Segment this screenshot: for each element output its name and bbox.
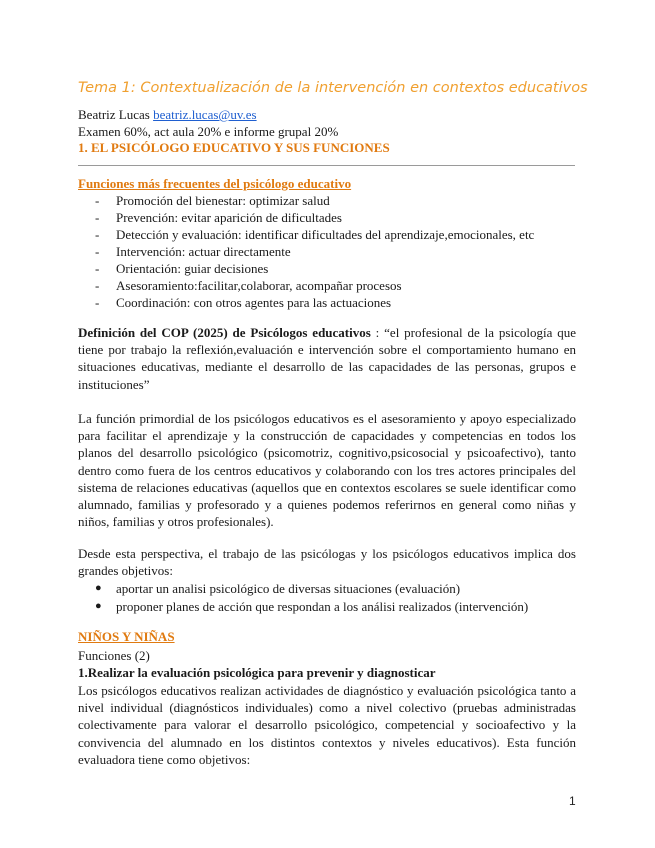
list-item: - Intervención: actuar directamente bbox=[95, 244, 291, 259]
exam-info: Examen 60%, act aula 20% e informe grupal 20% bbox=[78, 124, 339, 139]
objectives-list bbox=[78, 580, 528, 615]
document-title: Tema 1: Contextualización de la intervención en contextos educativos bbox=[78, 80, 588, 96]
horizontal-divider bbox=[78, 165, 575, 166]
bullet-icon: ● bbox=[95, 582, 102, 594]
list-item: - Asesoramiento:facilitar,colaborar, acompañar procesos bbox=[95, 278, 402, 293]
dash-marker: - bbox=[95, 295, 100, 310]
definition-text: : “el profesional de la psicología que tiene por trabajo la reflexión,evaluación e intervención sobre el comportamiento humano en situaciones educativas, mediante el desarrollo de las capacidades de las personas, grupos e instituciones” bbox=[78, 325, 576, 392]
author-name: Beatriz Lucas bbox=[78, 107, 150, 122]
author-line bbox=[78, 107, 257, 123]
section-heading-psicologo: 1. EL PSICÓLOGO EDUCATIVO Y SUS FUNCIONES bbox=[78, 140, 390, 155]
section-heading-ninos: NIÑOS Y NIÑAS bbox=[78, 629, 175, 644]
dash-marker: - bbox=[95, 193, 100, 208]
subheading-funciones: Funciones más frecuentes del psicólogo educativo bbox=[78, 176, 352, 191]
list-item: - Coordinación: con otros agentes para las actuaciones bbox=[95, 295, 392, 310]
evaluation-paragraph: Los psicólogos educativos realizan actividades de diagnóstico y evaluación psicológica tanto a nivel individual (diagnósticos individuales) como a nivel colectivo (pruebas administradas colectivamente para valorar el desarrollo psicológico, competencial y socioafectivo y la convivencia del alumnado en los distintos contextos y niveles educativos). Esta función evaluadora tiene como objetivos: bbox=[78, 683, 576, 767]
function-paragraph: La función primordial de los psicólogos educativos es el asesoramiento y apoyo especializado para facilitar el aprendizaje y la construcción de capacidades y competencias en todos los planos del desarrollo psicológico (psicomotriz, cognitivo,psicosocial y psicoafectivo), tanto dentro como fuera de los centros educativos y colaborando con los tres actores principales del sistema de relaciones educativas (aquellos que en contextos escolares se suele identificar como alumnado, familias y profesorado y a quienes podemos referirnos en general como niñas y niños, familias y otros profesionales). bbox=[78, 411, 576, 530]
list-item: - Promoción del bienestar: optimizar salud bbox=[95, 193, 330, 208]
funciones-list bbox=[78, 192, 534, 311]
list-item: - Detección y evaluación: identificar dificultades del aprendizaje,emocionales, etc bbox=[95, 227, 535, 242]
perspective-paragraph: Desde esta perspectiva, el trabajo de las psicólogas y los psicólogos educativos implica dos grandes objetivos: bbox=[78, 546, 576, 579]
dash-marker: - bbox=[95, 261, 100, 276]
definition-paragraph bbox=[78, 324, 576, 393]
author-email-link[interactable]: beatriz.lucas@uv.es bbox=[153, 107, 257, 122]
page-number: 1 bbox=[569, 794, 576, 808]
list-item: ● aportar un analisi psicológico de diversas situaciones (evaluación) bbox=[95, 581, 461, 596]
subheading-evaluacion: 1.Realizar la evaluación psicológica para prevenir y diagnosticar bbox=[78, 665, 436, 680]
list-item: ● proponer planes de acción que respondan a los análisi realizados (intervención) bbox=[95, 598, 529, 614]
dash-marker: - bbox=[95, 210, 100, 225]
dash-marker: - bbox=[95, 278, 100, 293]
list-item: - Orientación: guiar decisiones bbox=[95, 261, 269, 276]
functions-label: Funciones (2) bbox=[78, 648, 150, 663]
definition-label: Definición del COP (2025) de Psicólogos educativos bbox=[78, 325, 371, 340]
list-item: - Prevención: evitar aparición de dificultades bbox=[95, 210, 342, 225]
dash-marker: - bbox=[95, 227, 100, 242]
dash-marker: - bbox=[95, 244, 100, 259]
bullet-icon: ● bbox=[95, 599, 102, 612]
